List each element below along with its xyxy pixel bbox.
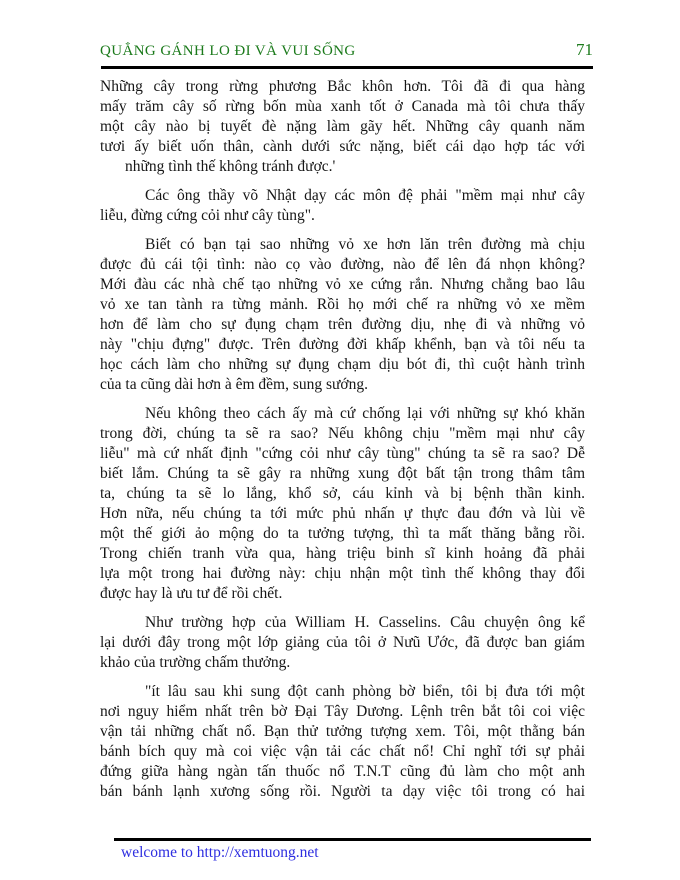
page-header: [100, 40, 593, 60]
text-line: này "chịu đựng" được. Trên đường đời khấp khểnh, bạn và tôi nếu ta: [100, 336, 585, 353]
text-line: đứng giữa hàng ngàn tấn thuốc nổ T.N.T cũng đủ làm cho một anh: [100, 763, 585, 780]
text-line: của ta cũng dài hơn à êm đềm, sung sướng.: [100, 376, 368, 393]
text-line: được hay là ưu tư để rồi chết.: [100, 585, 283, 602]
text-line: nơi nguy hiểm nhất trên bờ Đại Tây Dương. Lệnh trên bắt tôi coi việc: [100, 703, 585, 720]
paragraph: [100, 682, 585, 802]
paragraph: [100, 613, 585, 673]
text-line: lại dưới đây trong một lớp giảng của tôi ở Nưũ Ước, đã được ban giám: [100, 634, 585, 651]
book-title: QUẲNG GÁNH LO ĐI VÀ VUI SỐNG: [100, 43, 356, 59]
paragraph: [100, 235, 585, 395]
text-line: học cách làm cho những sự đụng chạm dịu bót đi, thì cuột hành trình: [100, 356, 585, 373]
paragraph: [100, 77, 585, 177]
text-line: liễu" mà cứ nhất định "cứng cỏi như cây tùng" chúng ta sẽ ra sao? Dễ: [100, 445, 585, 462]
text-body: [100, 77, 585, 802]
paragraph: [100, 404, 585, 604]
text-line: những tình thế không tránh được.': [125, 158, 336, 175]
header-rule: [101, 66, 593, 69]
text-line: được đủ cái tội tình: nào cọ vào đường, nào để lên đá nhọn không?: [100, 256, 585, 273]
text-line: một cây nào bị tuyết đè nặng làm gãy hết. Những cây quanh năm: [100, 118, 585, 135]
footer-rule: [114, 838, 591, 841]
text-line: biết lắm. Chúng ta sẽ gây ra những xung đột bất tận trong thâm tâm: [100, 465, 585, 482]
text-line: liễu, đừng cứng cỏi như cây tùng".: [100, 207, 315, 224]
text-line: Nếu không theo cách ấy mà cứ chống lại với những sự khó khăn: [145, 405, 585, 422]
text-line: "ít lâu sau khi sung đột canh phòng bờ biển, tôi bị đưa tới một: [145, 683, 585, 700]
text-line: Trong chiến tranh vừa qua, hàng triệu binh sĩ kinh hoảng đã phải: [100, 545, 585, 562]
paragraph: [100, 186, 585, 226]
text-line: Mới đàu các nhà chế tạo những vỏ xe cứng rắn. Nhưng chẳng bao lâu: [100, 276, 585, 293]
text-line: khảo của trường chấm thưởng.: [100, 654, 291, 671]
text-line: một thế giới ảo mộng do ta tưởng tượng, thì ta mất thăng bằng rồi.: [100, 525, 585, 542]
footer-link[interactable]: welcome to http://xemtuong.net: [121, 844, 319, 861]
text-line: Hơn nữa, nếu chúng ta tới mức phủ nhấn ự thực đau đớn và lùi về: [100, 505, 585, 522]
text-line: tươi ấy biết uốn thân, cành dưới sức nặng, biết cái dạo hợp tác với: [100, 138, 585, 155]
text-line: vỏ xe tan tành ra từng mảnh. Rồi họ mới chế ra những vỏ xe mềm: [100, 296, 585, 313]
text-line: Biết có bạn tại sao những vỏ xe hơn lăn trên đường mà chịu: [145, 236, 585, 253]
text-line: Những cây trong rừng phương Bắc khôn hơn. Tôi đã đi qua hàng: [100, 78, 585, 95]
text-line: trong đời, chúng ta sẽ ra sao? Nếu không chịu "mềm mại như cây: [100, 425, 585, 442]
text-line: bánh bích quy mà coi việc vận tải các chất nổ! Chỉ nghĩ tới sự phải: [100, 743, 585, 760]
text-line: lựa một trong hai đường này: chịu nhận một tình thế không thay đổi: [100, 565, 585, 582]
text-line: hơn để làm cho sự đụng chạm trên đường dịu, nhẹ đi và những vỏ: [100, 316, 585, 333]
text-line: mấy trăm cây số rừng bốn mùa xanh tốt ở Canada mà tôi chưa thấy: [100, 98, 585, 115]
text-line: Các ông thầy võ Nhật dạy các môn đệ phải "mềm mại như cây: [145, 187, 585, 204]
page-number: 71: [576, 40, 593, 59]
text-line: ta, chúng ta sẽ lo lắng, khổ sở, cáu kỉnh và bị bệnh thần kinh.: [100, 485, 585, 502]
text-line: vận tải những chất nổ. Bạn thử tưởng tượng xem. Tôi, một thằng bán: [100, 723, 585, 740]
text-line: Như trường hợp của William H. Casselins. Câu chuyện ông kể: [145, 614, 585, 631]
text-line: bán bánh lạnh xương sống rồi. Người ta dạy việc tôi trong có hai: [100, 783, 585, 800]
